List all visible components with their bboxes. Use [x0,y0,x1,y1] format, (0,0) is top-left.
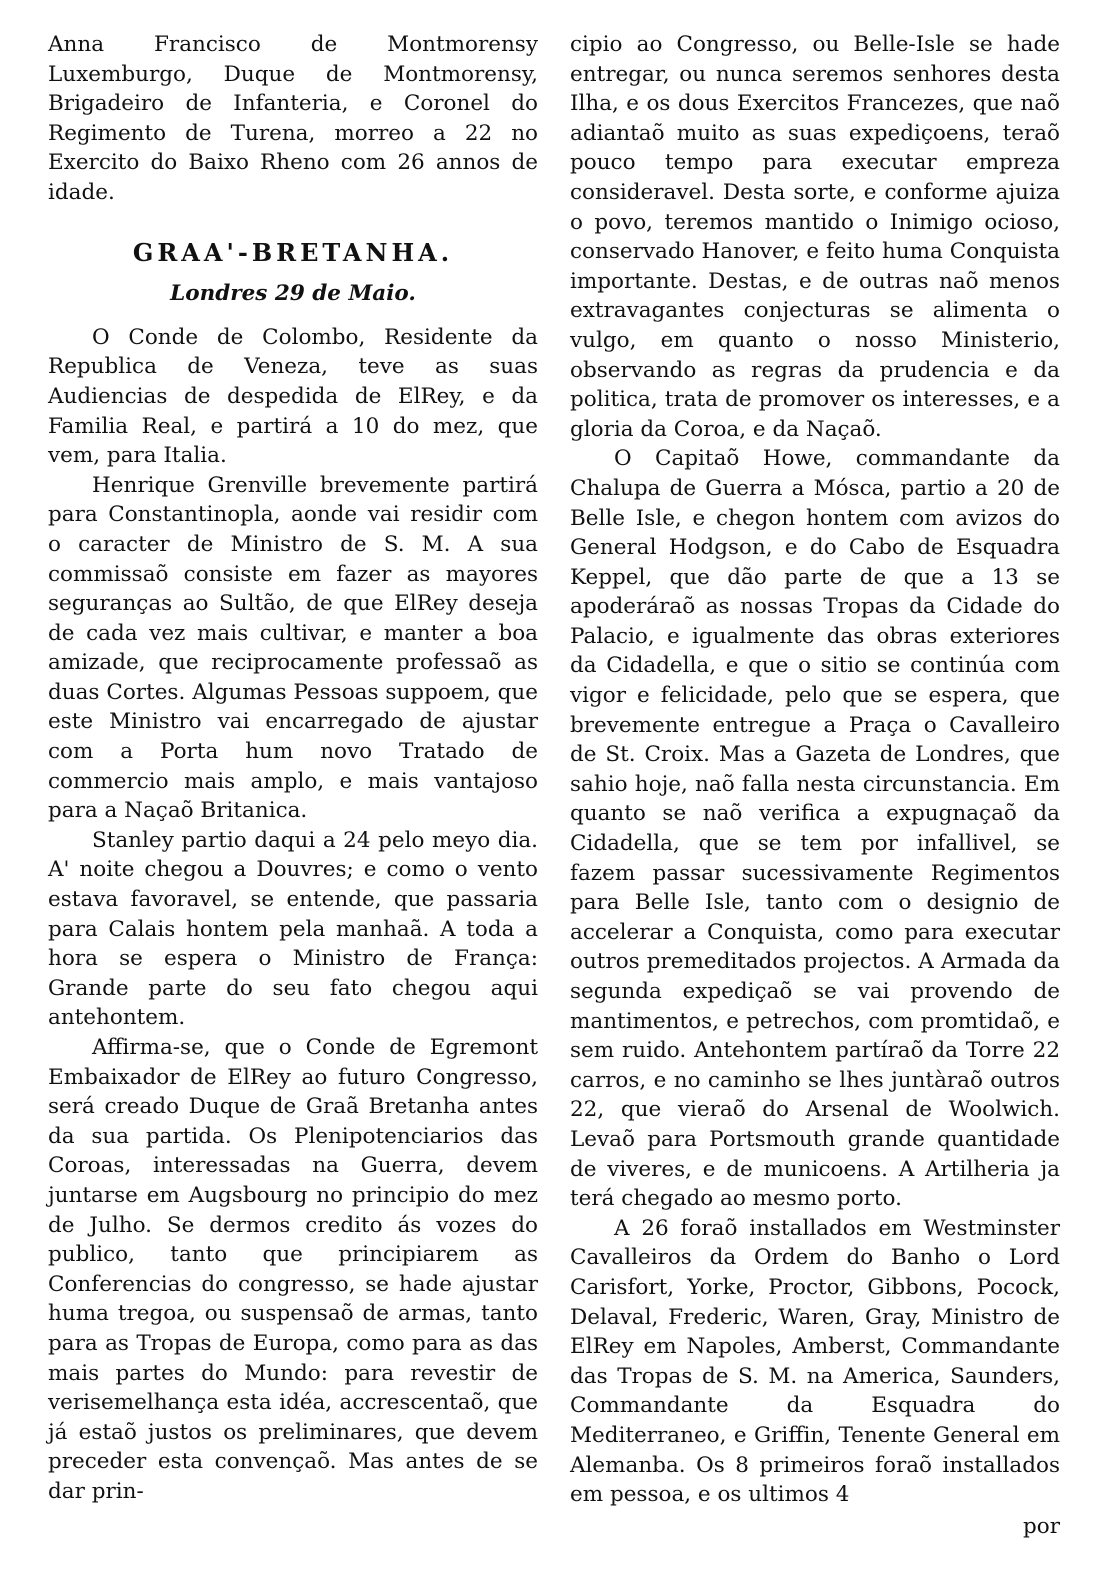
left-column [48,30,538,1541]
obituary-paragraph: Anna Francisco de Montmorensy Luxemburgo, Duque de Montmorensy, Brigadeiro de Infanteria, e Coronel do Regimento de Turena, morreo a 22 no Exercito do Baixo Rheno com 26 annos de idade. [48,32,538,205]
paragraph-egremont: Affirma-se, que o Conde de Egremont Embaixador de ElRey ao futuro Congresso, será creado Duque de Graã Bretanha antes da sua partida. Os Plenipotenciarios das Coroas, interessadas na Guerra, devem juntarse em Augsbourg no principio do mez de Julho. Se dermos credito ás vozes do publico, tanto que principiarem as Conferencias do congresso, se hade ajustar huma tregoa, ou suspensaõ de armas, tanto para as Tropas de Europa, como para as das mais partes do Mundo: para revestir de verisemelhança esta idéa, accrescentaõ, que já estaõ justos os preliminares, que devem preceder esta convençaõ. Mas antes de se dar prin- [48,1035,538,1504]
catchword: por [1023,1513,1060,1539]
section-heading: GRAA'-BRETANHA. [132,237,454,267]
two-column-layout [48,30,1060,1541]
paragraph-howe: O Capitaõ Howe, commandante da Chalupa de Guerra a Mósca, partio a 20 de Belle Isle, e chegon hontem com avizos do General Hodgson, e do Cabo de Esquadra Keppel, que dão parte de que a 13 se apoderáraõ as nossas Tropas da Cidade do Palacio, e igualmente das obras exteriores da Cidadella, e que o sitio se continúa com vigor e felicidade, pelo que se espera, que brevemente entregue a Praça o Cavalleiro de St. Croix. Mas a Gazeta de Londres, que sahio hoje, naõ falla nesta circunstancia. Em quanto se naõ verifica a expugnaçaõ da Cidadella, que se tem por infallivel, se fazem passar sucessivamente Regimentos para Belle Isle, tanto com o designio de accelerar a Conquista, como para executar outros premeditados projectos. A Armada da segunda expediçaõ se vai provendo de mantimentos, e petrechos, com promtidaõ, e sem ruido. Antehontem partíraõ da Torre 22 carros, e no caminho se lhes juntàraõ outros 22, que vieraõ do Arsenal de Woolwich. Levaõ para Portsmouth grande quantidade de viveres, e de municoens. A Artilheria ja terá chegado ao mesmo porto. [570,446,1060,1212]
paragraph-westminster: A 26 foraõ installados em Westminster Cavalleiros da Ordem do Banho o Lord Carisfort, Yorke, Proctor, Gibbons, Pocock, Delaval, Frederic, Waren, Gray, Ministro de ElRey em Napoles, Amberst, Commandante das Tropas de S. M. na America, Saunders, Commandante da Esquadra do Mediterraneo, e Griffin, Tenente General em Alemanba. Os 8 primeiros foraõ installados em pessoa, e os ultimos 4 [570,1215,1060,1508]
paragraph-colombo: O Conde de Colombo, Residente da Republica de Veneza, teve as suas Audiencias de despedida de ElRey, e da Familia Real, e partirá a 10 do mez, que vem, para Italia. [48,324,538,469]
paragraph-continuation: cipio ao Congresso, ou Belle-Isle se hade entregar, ou nunca seremos senhores desta Ilha, e os dous Exercitos Francezes, que naõ adiantaõ muito as suas expediçoens, teraõ pouco tempo para executar empreza consideravel. Desta sorte, e conforme ajuiza o povo, teremos mantido o Inimigo ocioso, conservado Hanover, e feito huma Conquista importante. Destas, e de outras naõ menos extravagantes conjecturas se alimenta o vulgo, em quanto o nosso Ministerio, observando as regras da prudencia e da politica, trata de promover os interesses, e a gloria da Coroa, e da Naçaõ. [570,32,1060,442]
paragraph-grenville: Henrique Grenville brevemente partirá para Constantinopla, aonde vai residir com o caracter de Ministro de S. M. A sua commissaõ consiste em fazer as mayores seguranças ao Sultão, de que ElRey deseja de cada vez mais cultivar, e manter a boa amizade, que reciprocamente professaõ as duas Cortes. Algumas Pessoas suppoem, que este Ministro vai encarregado de ajustar com a Porta hum novo Tratado de commercio mais amplo, e mais vantajoso para a Naçaõ Britanica. [48,472,538,824]
paragraph-stanley: Stanley partio daqui a 24 pelo meyo dia. A' noite chegou a Douvres; e como o vento estava favoravel, se entende, que passaria para Calais hontem pela manhaã. A toda a hora se espera o Ministro de França: Grande parte do seu fato chegou aqui antehontem. [48,827,538,1031]
dateline: Londres 29 de Maio. [170,281,416,307]
right-column [570,30,1060,1541]
